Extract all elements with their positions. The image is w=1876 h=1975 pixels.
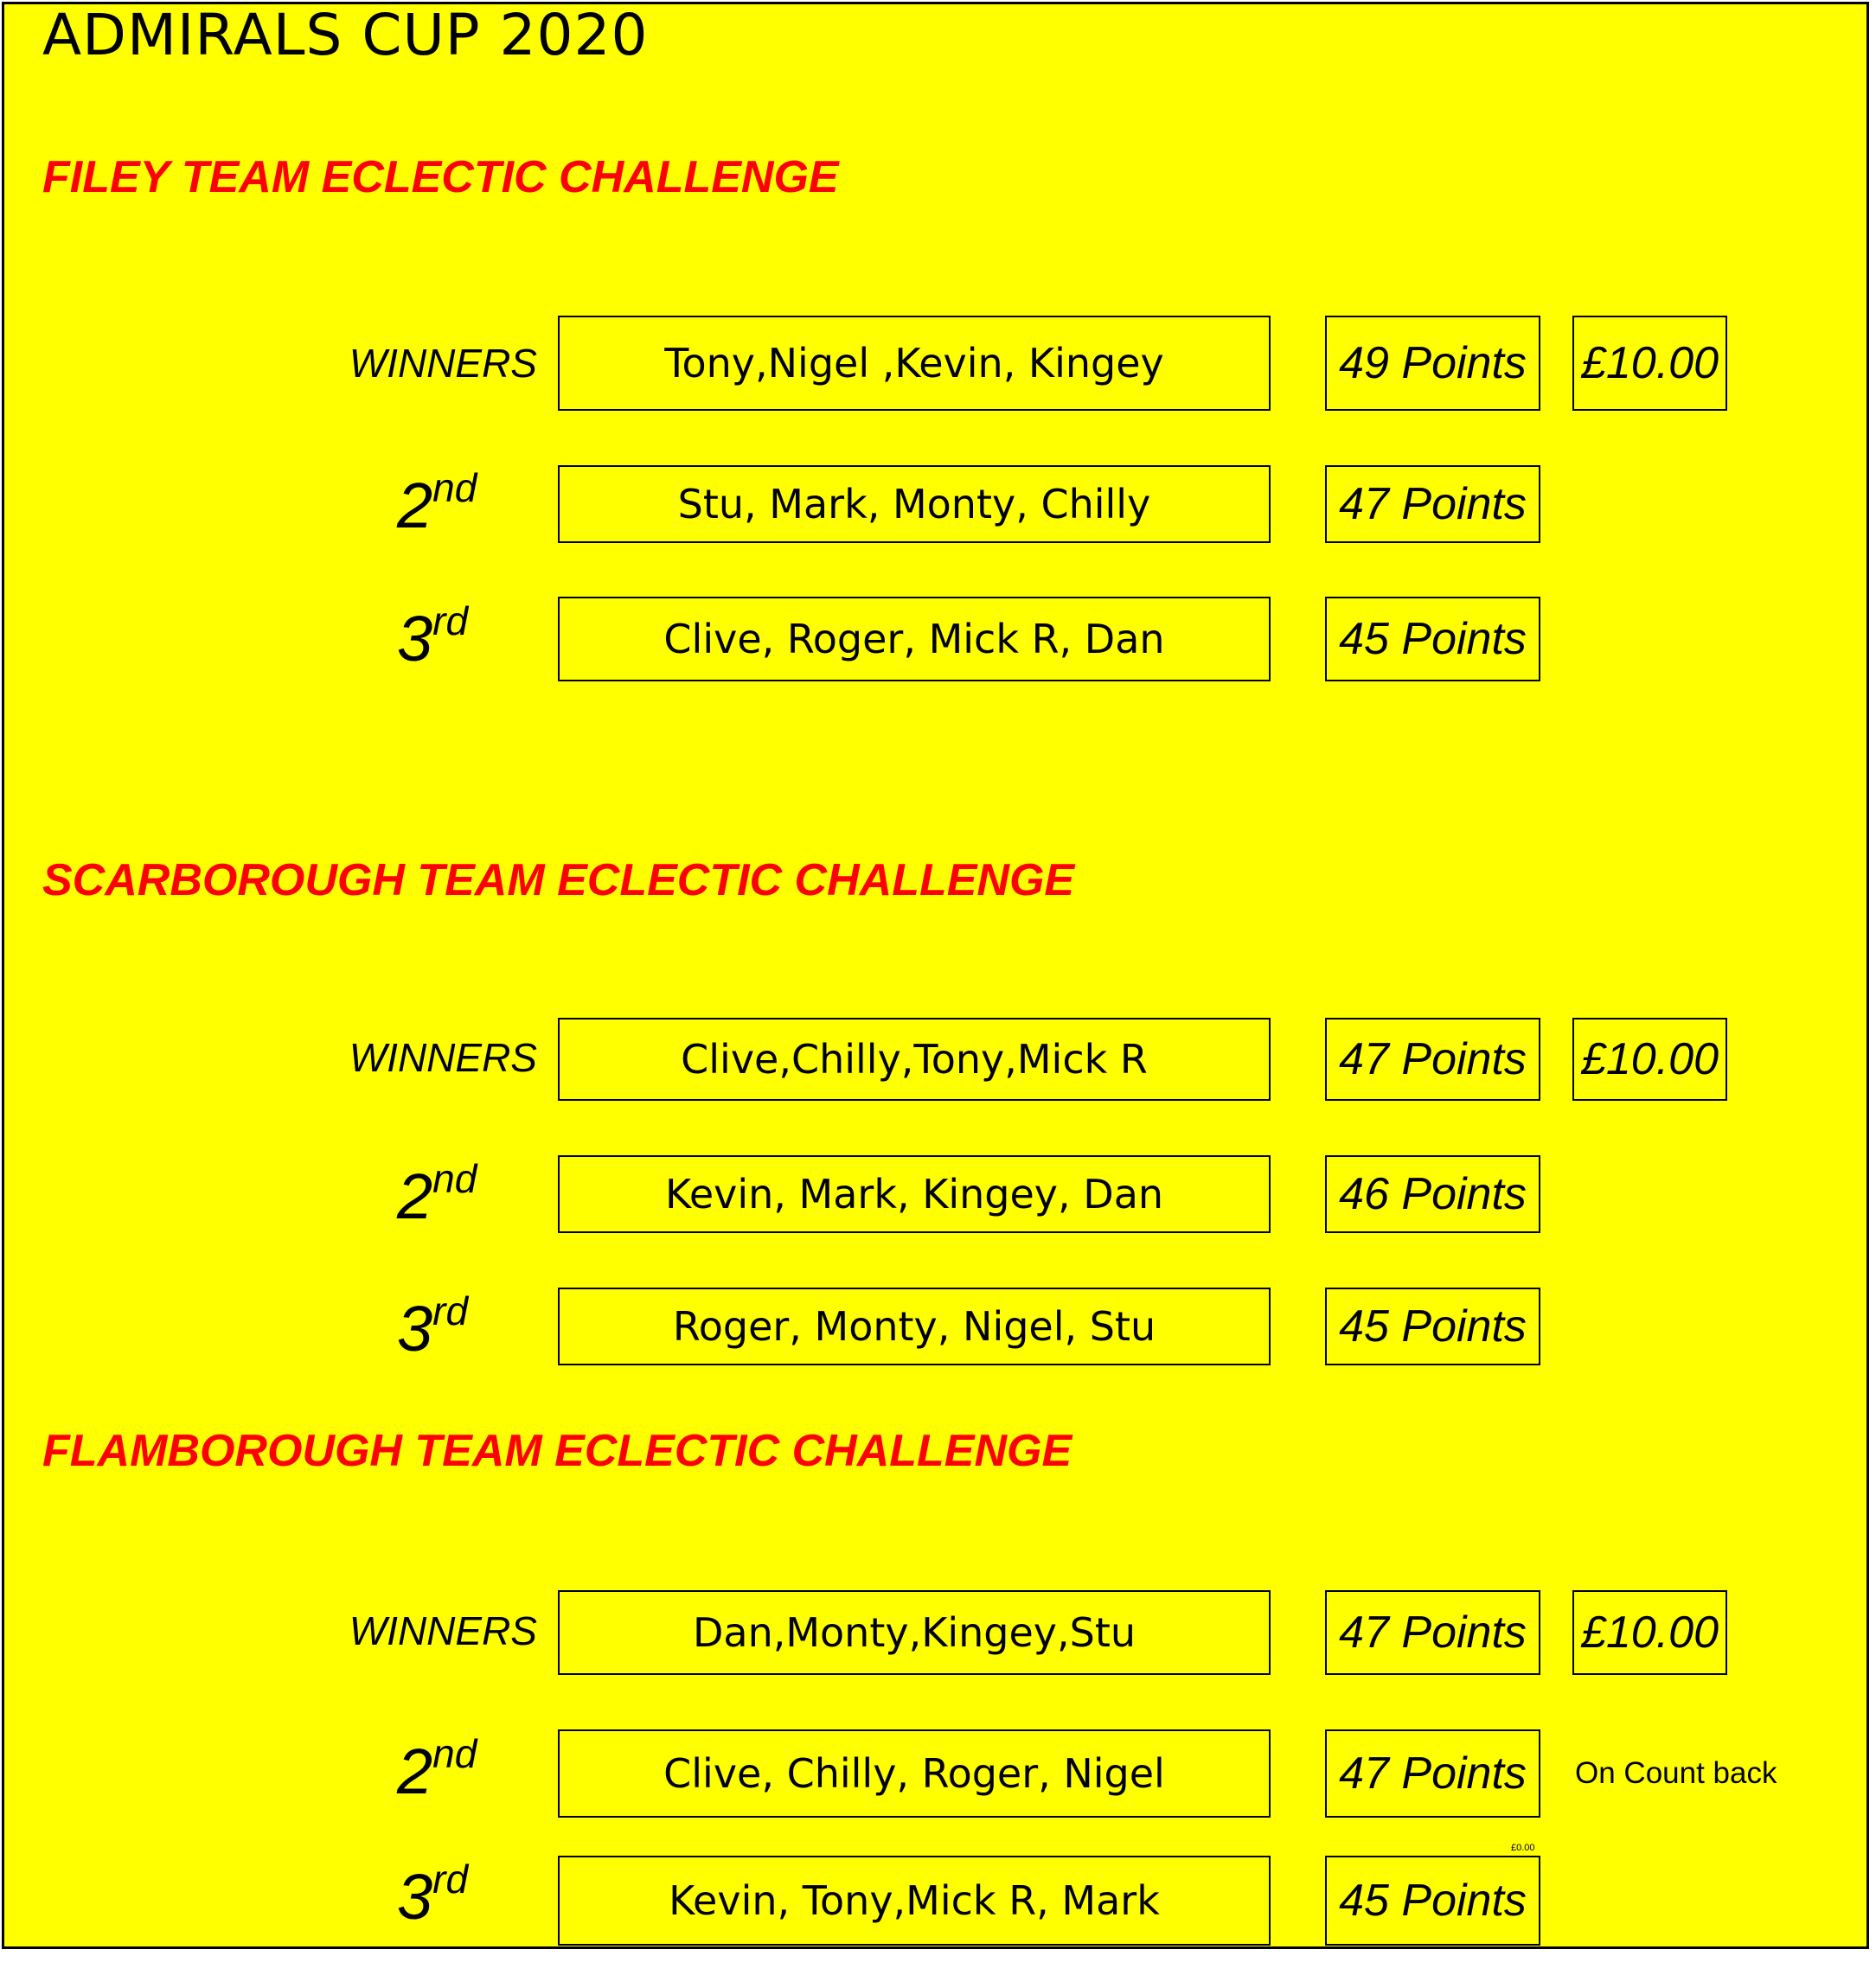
team-points: 45 Points — [1325, 1288, 1540, 1365]
place-label-3rd: 3rd — [397, 1857, 469, 1933]
page-title: ADMIRALS CUP 2020 — [42, 2, 649, 68]
team-points: 47 Points — [1325, 465, 1540, 543]
place-label-2nd: 2nd — [397, 1156, 477, 1232]
section-heading-flamborough: FLAMBOROUGH TEAM ECLECTIC CHALLENGE — [42, 1426, 1072, 1476]
team-points: 45 Points — [1325, 597, 1540, 681]
team-names: Dan,Monty,Kingey,Stu — [558, 1590, 1271, 1675]
team-points: 47 Points — [1325, 1590, 1540, 1675]
section-heading-scarborough: SCARBOROUGH TEAM ECLECTIC CHALLENGE — [42, 855, 1075, 905]
team-points: 47 Points — [1325, 1729, 1540, 1818]
team-names: Kevin, Tony,Mick R, Mark — [558, 1856, 1271, 1946]
small-value-label: £0.00 — [1511, 1843, 1535, 1853]
prize-amount: £10.00 — [1572, 316, 1727, 411]
team-points: 47 Points — [1325, 1018, 1540, 1101]
team-names: Roger, Monty, Nigel, Stu — [558, 1288, 1271, 1365]
team-points: 49 Points — [1325, 316, 1540, 411]
place-label-2nd: 2nd — [397, 1731, 477, 1807]
team-names: Kevin, Mark, Kingey, Dan — [558, 1155, 1271, 1233]
place-label-2nd: 2nd — [397, 465, 477, 541]
place-label-winners: WINNERS — [349, 1035, 537, 1080]
team-names: Clive, Chilly, Roger, Nigel — [558, 1729, 1271, 1818]
team-names: Tony,Nigel ,Kevin, Kingey — [558, 316, 1271, 411]
prize-amount: £10.00 — [1572, 1018, 1727, 1101]
team-names: Stu, Mark, Monty, Chilly — [558, 465, 1271, 543]
results-sheet — [2, 2, 1869, 1949]
team-points: 46 Points — [1325, 1155, 1540, 1233]
section-heading-filey: FILEY TEAM ECLECTIC CHALLENGE — [42, 152, 839, 202]
count-back-note: On Count back — [1575, 1756, 1777, 1790]
place-label-3rd: 3rd — [397, 598, 469, 674]
team-points: 45 Points — [1325, 1856, 1540, 1946]
team-names: Clive,Chilly,Tony,Mick R — [558, 1018, 1271, 1101]
place-label-winners: WINNERS — [349, 1608, 537, 1653]
place-label-winners: WINNERS — [349, 341, 537, 386]
team-names: Clive, Roger, Mick R, Dan — [558, 597, 1271, 681]
prize-amount: £10.00 — [1572, 1590, 1727, 1675]
place-label-3rd: 3rd — [397, 1288, 469, 1365]
